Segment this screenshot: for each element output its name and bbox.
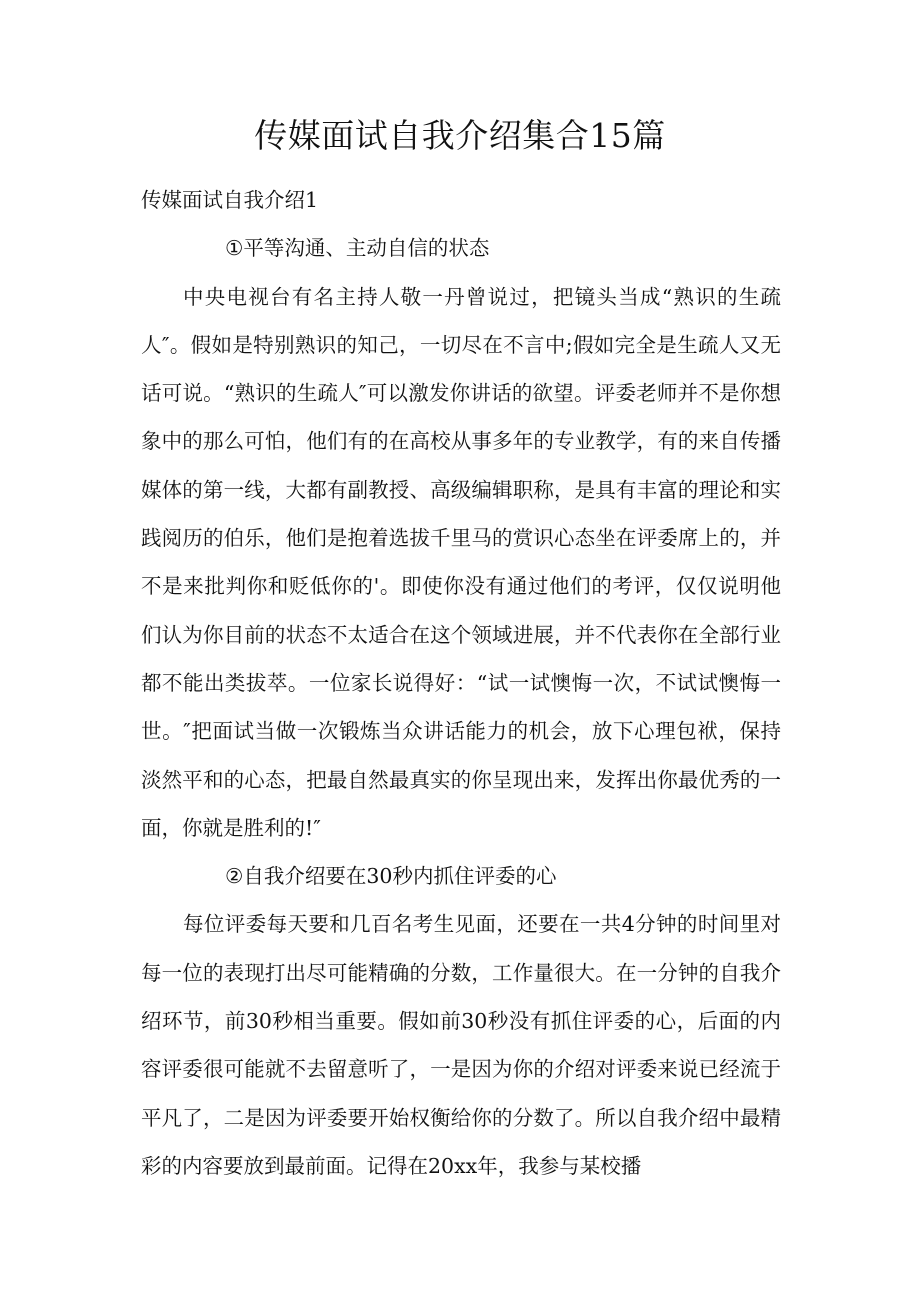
document-body [141, 176, 781, 1190]
point-2-heading [141, 852, 781, 900]
section-heading: 传媒面试自我介绍1 [141, 188, 319, 212]
point-1-heading [141, 224, 781, 272]
document-title: 传媒面试自我介绍集合15篇 [254, 116, 666, 155]
paragraph-2: 每位评委每天要和几百名考生见面，还要在一共4分钟的时间里对每一位的表现打出尽可能精确的分数，工作量很大。在一分钟的自我介绍环节，前30秒相当重要。假如前30秒没有抓住评委的心，后面的内容评委很可能就不去留意听了，一是因为你的介绍对评委来说已经流于平凡了，二是因为评委要开始权衡给你的分数了。所以自我介绍中最精彩的内容要放到最前面。记得在20xx年，我参与某校播 [141, 912, 781, 1178]
point-1-heading-text: 平等沟通、主动自信的状态 [243, 236, 490, 261]
paragraph-1: 中央电视台有名主持人敬一丹曾说过，把镜头当成“熟识的生疏人″。假如是特别熟识的知己，一切尽在不言中;假如完全是生疏人又无话可说。“熟识的生疏人″可以激发你讲话的欲望。评委老师并不是你想象中的那么可怕，他们有的在高校从事多年的专业教学，有的来自传播媒体的第一线，大都有副教授、高级编辑职称，是具有丰富的理论和实践阅历的伯乐，他们是抱着选拔千里马的赏识心态坐在评委席上的，并不是来批判你和贬低你的'。即使你没有通过他们的考评，仅仅说明他们认为你目前的状态不太适合在这个领域进展，并不代表你在全部行业都不能出类拔萃。一位家长说得好：“试一试懊悔一次，不试试懊悔一世。″把面试当做一次锻炼当众讲话能力的机会，放下心理包袱，保持淡然平和的心态，把最自然最真实的你呈现出来，发挥出你最优秀的一面，你就是胜利的!″ [141, 284, 781, 840]
point-2-heading-text: 自我介绍要在30秒内抓住评委的心 [243, 864, 557, 889]
circled-number-1: ① [225, 236, 244, 261]
circled-number-2: ② [225, 864, 244, 889]
